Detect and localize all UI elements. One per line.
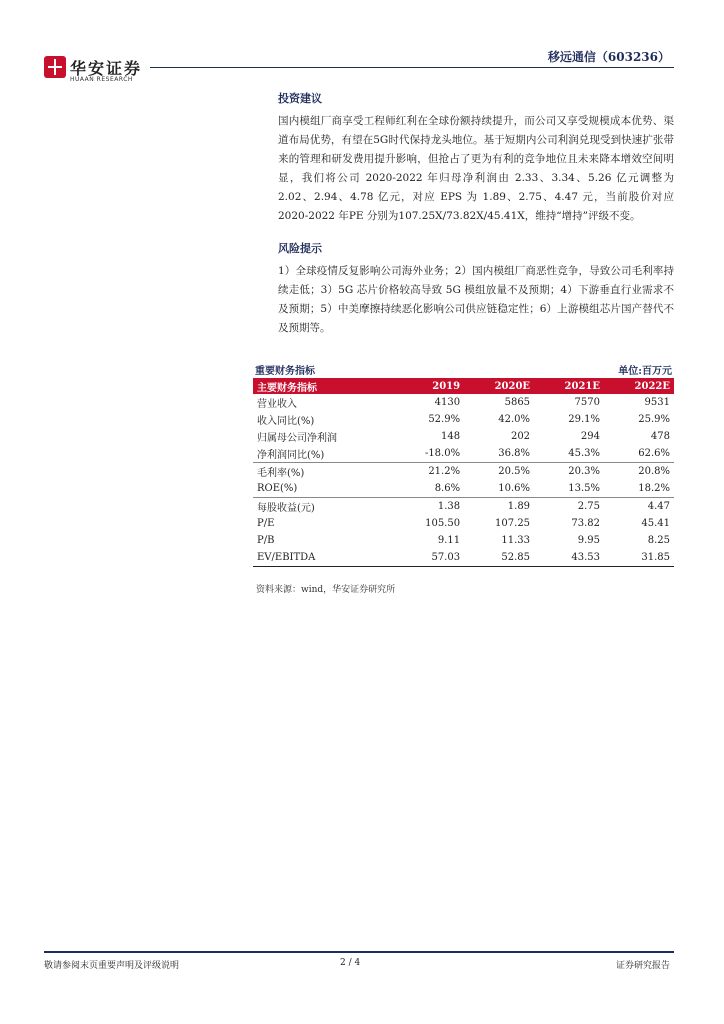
footer-disclaimer: 敬请参阅末页重要声明及评级说明	[44, 961, 180, 971]
col-header: 主要财务指标	[253, 378, 395, 394]
table-row	[253, 411, 674, 428]
financial-table	[253, 378, 674, 567]
row-label: 归属母公司净利润	[257, 433, 337, 444]
investment-title: 投资建议	[278, 92, 322, 105]
cell: 31.85	[604, 549, 674, 567]
col-header: 2019	[395, 378, 464, 394]
cell: 36.8%	[464, 445, 534, 463]
footer-divider	[44, 951, 674, 953]
company-logo	[44, 56, 144, 86]
cell: 9.11	[437, 535, 461, 546]
cell: 148	[441, 431, 461, 442]
cell: 52.85	[464, 549, 534, 567]
risk-section	[278, 240, 674, 338]
cell: 9.95	[577, 535, 600, 546]
cell: 57.03	[395, 549, 464, 567]
row-label: P/B	[257, 535, 275, 546]
cell: 62.6%	[604, 445, 674, 463]
row-label: 营业收入	[257, 399, 297, 410]
table-header-row	[253, 378, 674, 394]
investment-body: 国内模组厂商享受工程师红利在全球份额持续提升，而公司又享受规模成本优势、渠道布局优势，有望在5G时代保持龙头地位。基于短期内公司利润兑现受到快速扩张带来的管理和研发费用提升影响，但抢占了更为有利的竞争地位且未来降本增效空间明显，我们将公司 2020-2022 年归母净利润由 2.33、3.34、5.26 亿元调整为 2.02、2.94、4.78 亿元，对应 EPS 为 1.89、2.75、4.47 元，当前股价对应 2020-2022 年PE 分别为107.25X/73.82X/45.41X，维持“增持”评级不变。	[278, 115, 674, 222]
row-label: 净利润同比(%)	[253, 445, 395, 463]
cell: 478	[650, 431, 670, 442]
table-source: 资料来源：wind，华安证券研究所	[256, 585, 396, 595]
cell: 42.0%	[498, 414, 531, 425]
footer-report-type: 证券研究报告	[615, 961, 670, 971]
row-label: P/E	[257, 518, 275, 529]
cell: 8.25	[647, 535, 670, 546]
table-unit: 单位:百万元	[618, 366, 672, 377]
cell: 107.25	[495, 518, 531, 529]
cell: 20.5%	[498, 466, 531, 477]
cell: 1.38	[437, 501, 461, 512]
table-row	[253, 498, 674, 516]
col-header: 2021E	[534, 378, 604, 394]
logo-subtitle: HUAAN RESEARCH	[70, 76, 133, 83]
cell: 4.47	[647, 501, 670, 512]
table-row	[253, 394, 674, 411]
table-caption-row	[253, 362, 674, 376]
row-label: ROE(%)	[253, 480, 395, 498]
table-row	[253, 515, 674, 532]
cell: 2.75	[577, 501, 600, 512]
cell: 8.6%	[395, 480, 464, 498]
cell: 4130	[434, 397, 461, 408]
col-header: 2020E	[464, 378, 534, 394]
cell: 9531	[644, 397, 670, 408]
cell: 5865	[504, 397, 531, 408]
logo-text: 华安证券	[70, 59, 143, 78]
cell: 1.89	[507, 501, 531, 512]
cell: 18.2%	[604, 480, 674, 498]
cell: 45.41	[641, 518, 670, 529]
cell: 52.9%	[428, 414, 461, 425]
cell: 45.3%	[534, 445, 604, 463]
table-row	[253, 445, 674, 463]
table-row	[253, 532, 674, 549]
cell: 7570	[574, 397, 600, 408]
cell: 294	[580, 431, 600, 442]
cell: 11.33	[501, 535, 531, 546]
risk-title: 风险提示	[278, 242, 322, 255]
row-label: 收入同比(%)	[257, 416, 315, 427]
row-label: 每股收益(元)	[257, 503, 315, 514]
header-divider	[150, 67, 674, 68]
table-row	[253, 480, 674, 498]
cell: 43.53	[534, 549, 604, 567]
cell: 105.50	[425, 518, 461, 529]
cell: 202	[510, 431, 531, 442]
cell: 20.8%	[638, 466, 670, 477]
col-header: 2022E	[604, 378, 674, 394]
cell: 13.5%	[534, 480, 604, 498]
row-label: EV/EBITDA	[253, 549, 395, 567]
logo-seal-icon	[44, 56, 66, 78]
table-caption: 重要财务指标	[255, 366, 315, 377]
cell: 29.1%	[568, 414, 600, 425]
report-title: 移远通信（603236）	[547, 50, 670, 64]
cell: 10.6%	[464, 480, 534, 498]
investment-section	[278, 90, 674, 226]
table-row	[253, 463, 674, 481]
risk-body: 1）全球疫情反复影响公司海外业务；2）国内模组厂商恶性竞争，导致公司毛利率持续走低；3）5G 芯片价格较高导致 5G 模组放量不及预期；4）下游垂直行业需求不及预期；5）中美摩擦持续恶化影响公司供应链稳定性；6）上游模组芯片国产替代不及预期等。	[278, 265, 674, 334]
page-number: 2 / 4	[340, 958, 361, 968]
cell: -18.0%	[395, 445, 464, 463]
cell: 21.2%	[428, 466, 461, 477]
cell: 20.3%	[568, 466, 600, 477]
table-row	[253, 428, 674, 445]
table-row	[253, 549, 674, 567]
cell: 25.9%	[638, 414, 670, 425]
row-label: 毛利率(%)	[257, 468, 305, 479]
cell: 73.82	[571, 518, 600, 529]
